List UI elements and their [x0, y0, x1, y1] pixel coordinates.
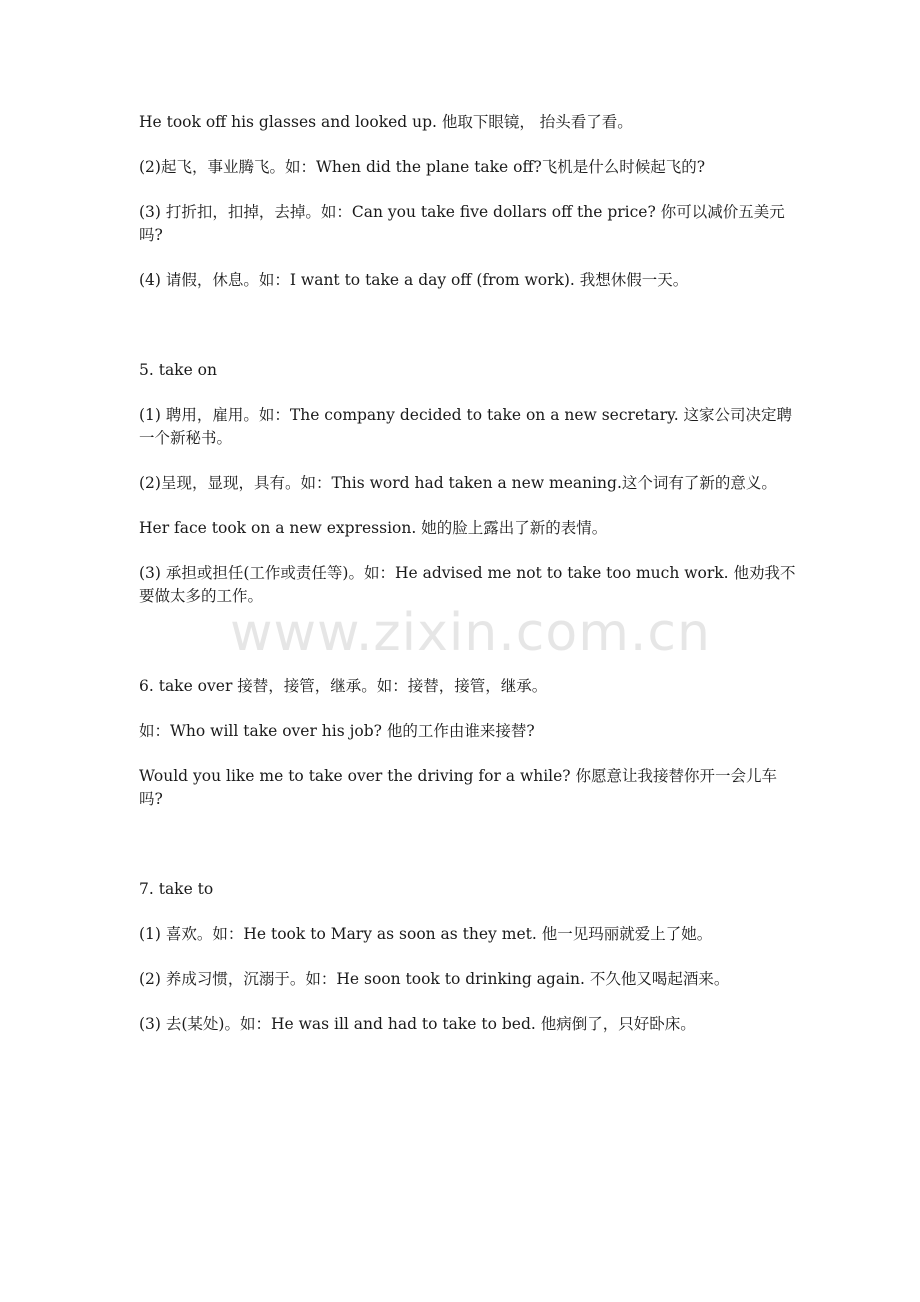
heading-take-over: 6. take over 接替，接管，继承。如：接替，接管，继承。	[139, 677, 548, 695]
paragraph-take-off-glasses: He took off his glasses and looked up. 他取下眼镜， 抬头看了看。	[139, 113, 633, 131]
paragraph-take-off-price: (3) 打折扣，扣掉，去掉。如：Can you take five dollars off the price? 你可以减价五美元吗?	[139, 203, 785, 244]
paragraph-take-off-day: (4) 请假，休息。如：I want to take a day off (from work). 我想休假一天。	[139, 271, 689, 289]
watermark-text: www.zixin.com.cn	[230, 603, 711, 663]
paragraph-take-to-like: (1) 喜欢。如：He took to Mary as soon as they met. 他一见玛丽就爱上了她。	[139, 925, 713, 943]
paragraph-take-over-job: 如：Who will take over his job? 他的工作由谁来接替?	[139, 722, 535, 740]
paragraph-take-on-hire: (1) 聘用，雇用。如：The company decided to take on a new secretary. 这家公司决定聘一个新秘书。	[139, 406, 793, 447]
paragraph-take-on-work: (3) 承担或担任(工作或责任等)。如：He advised me not to take too much work. 他劝我不要做太多的工作。	[139, 564, 796, 605]
heading-take-on: 5. take on	[139, 361, 217, 379]
paragraph-take-on-expression: Her face took on a new expression. 她的脸上露出了新的表情。	[139, 519, 608, 537]
heading-take-to: 7. take to	[139, 880, 214, 898]
paragraph-take-on-meaning: (2)呈现，显现，具有。如：This word had taken a new meaning.这个词有了新的意义。	[139, 474, 777, 492]
section-spacer	[139, 314, 799, 359]
document-body	[139, 111, 799, 1058]
paragraph-take-to-habit: (2) 养成习惯，沉溺于。如：He soon took to drinking again. 不久他又喝起酒来。	[139, 970, 730, 988]
paragraph-take-over-driving: Would you like me to take over the driving for a while? 你愿意让我接替你开一会儿车吗?	[139, 767, 778, 808]
section-spacer	[139, 630, 799, 675]
paragraph-take-to-bed: (3) 去(某处)。如：He was ill and had to take to bed. 他病倒了，只好卧床。	[139, 1015, 696, 1033]
section-spacer	[139, 833, 799, 878]
paragraph-take-off-plane: (2)起飞，事业腾飞。如：When did the plane take off?飞机是什么时候起飞的?	[139, 158, 706, 176]
